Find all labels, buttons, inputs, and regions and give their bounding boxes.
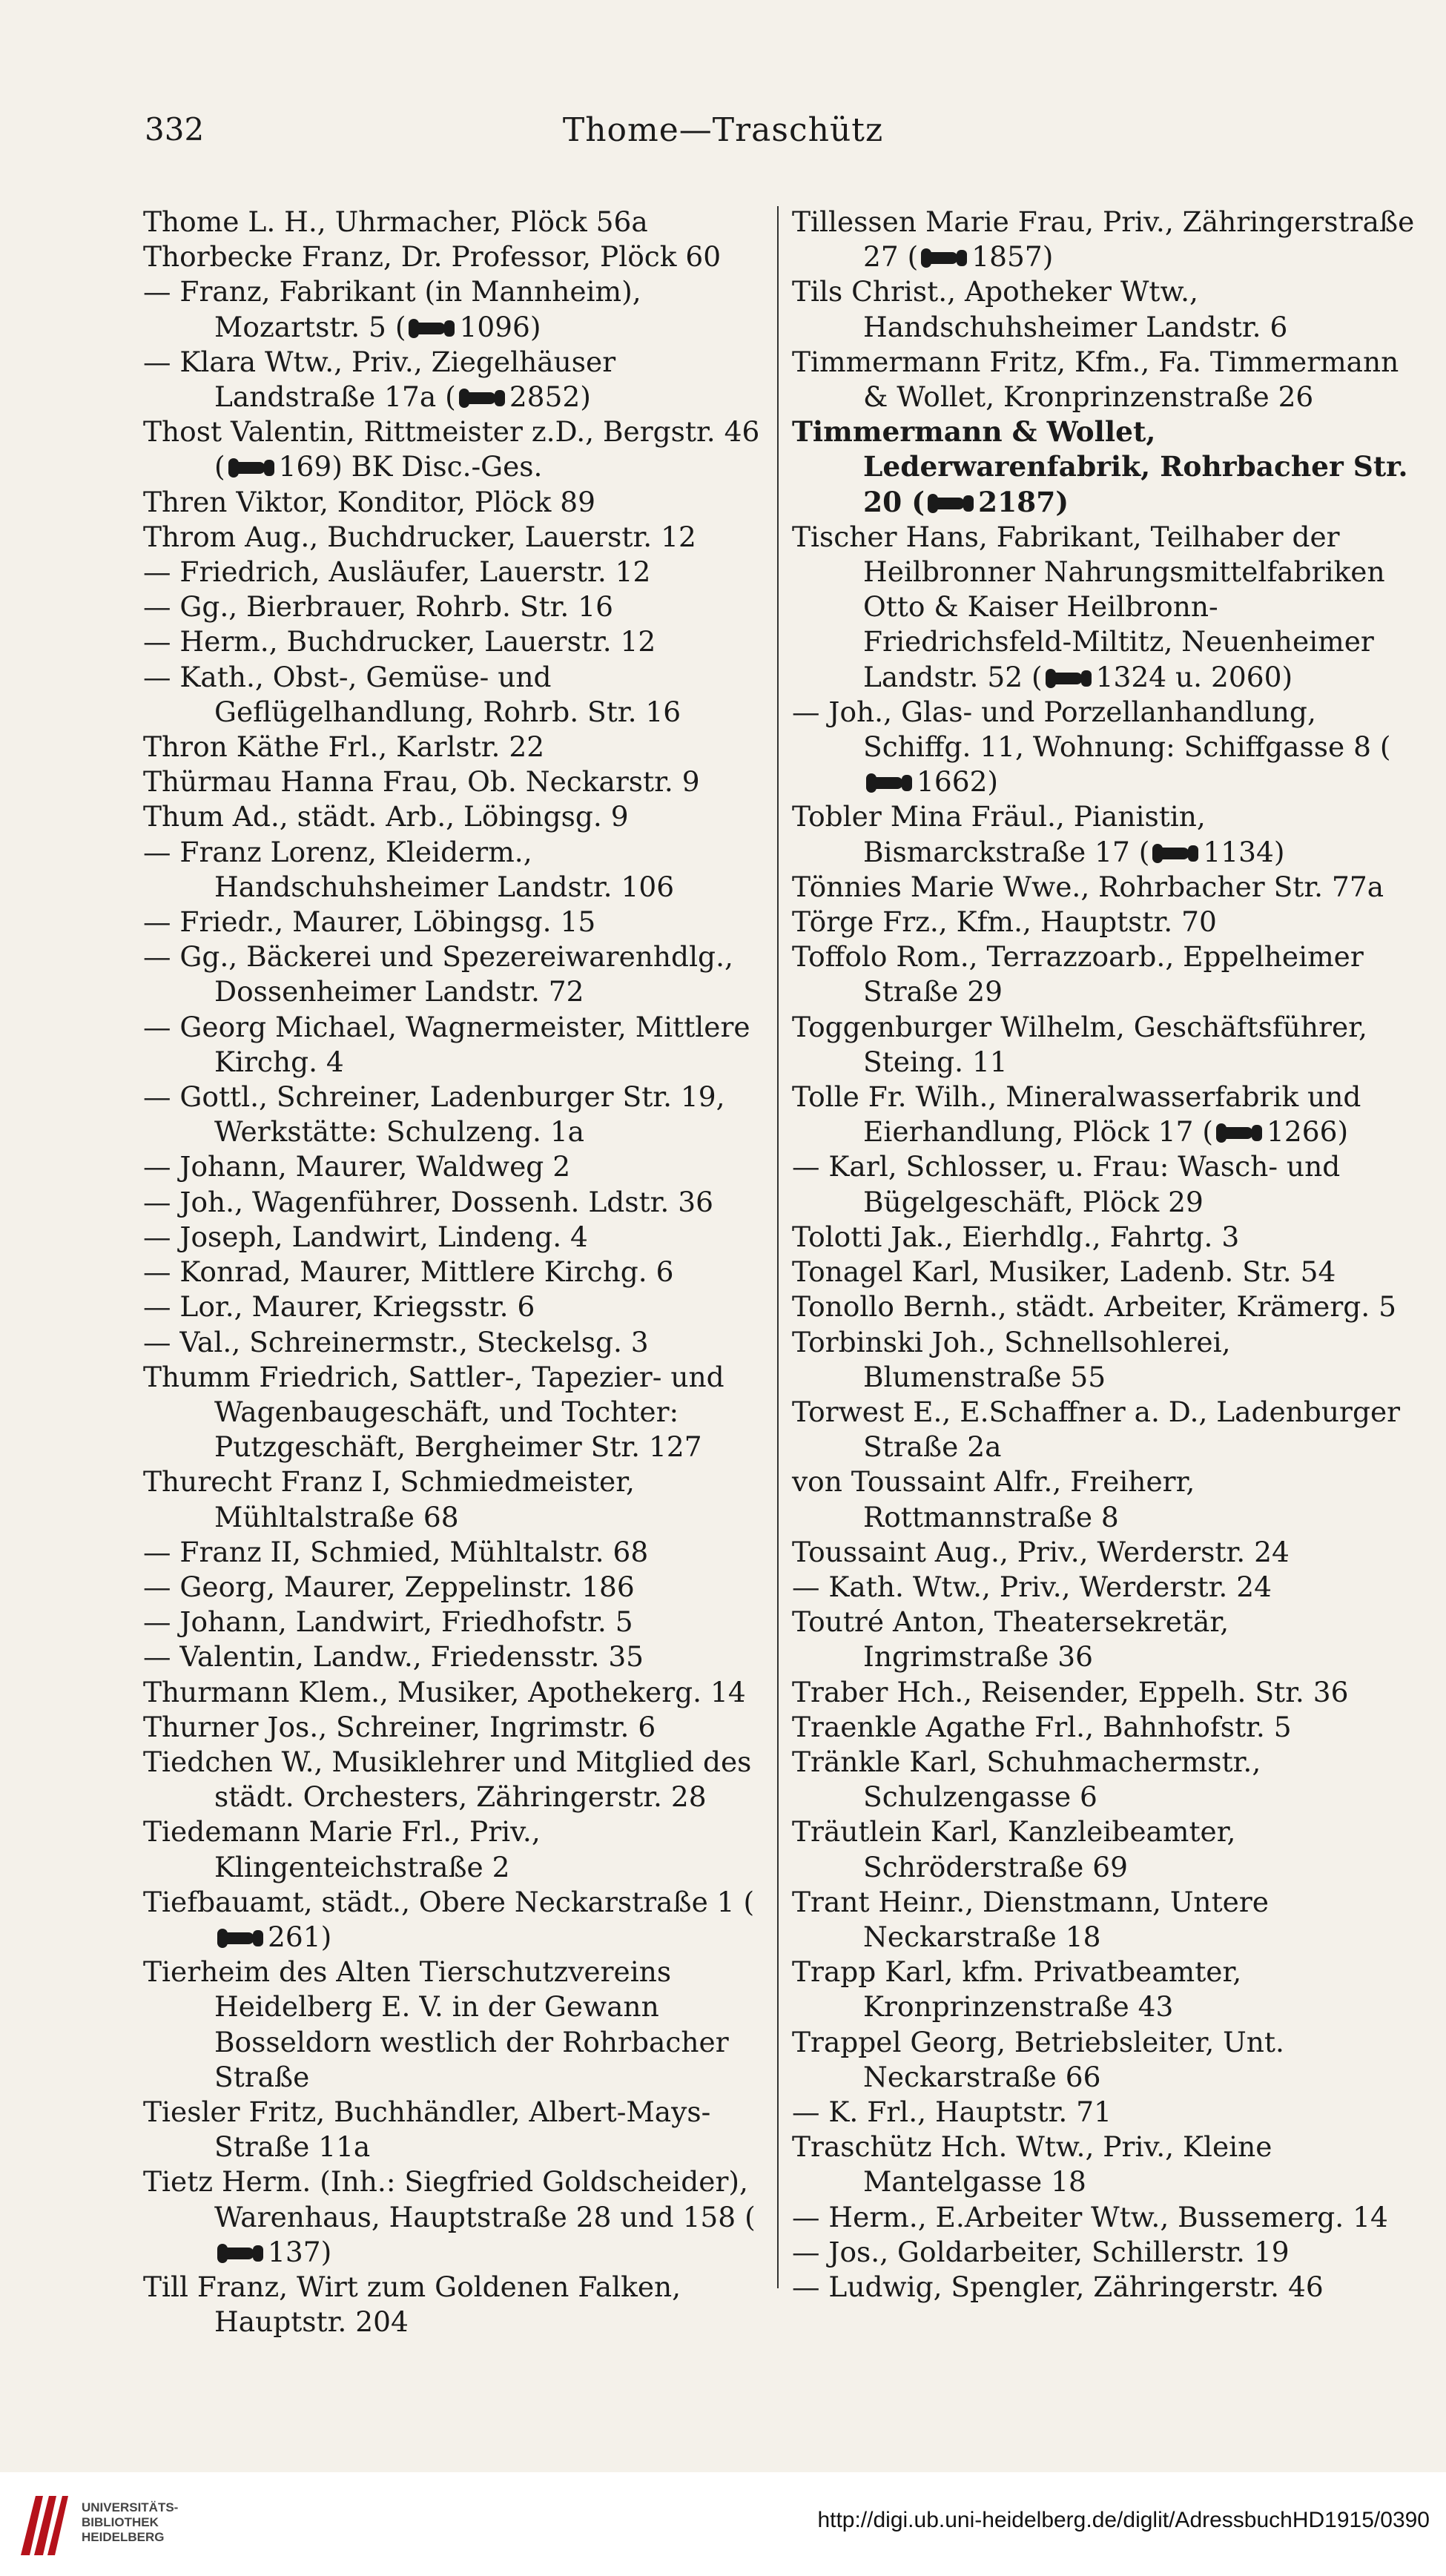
entry-text: Tolotti Jak., Eierhdlg., Fahrtg. 3 (792, 1220, 1240, 1253)
directory-entry (792, 274, 1422, 344)
directory-entry (143, 730, 773, 764)
directory-entry (143, 1220, 773, 1255)
directory-entry (143, 1955, 773, 2095)
entry-text: — Kath. Wtw., Priv., Werderstr. 24 (792, 1570, 1272, 1603)
telephone-icon (921, 248, 967, 268)
entry-text: Thurecht Franz I, Schmiedmeister, Mühltalstraße 68 (143, 1465, 635, 1533)
directory-entry (143, 1149, 773, 1184)
directory-entry (792, 2025, 1422, 2095)
directory-entry (792, 1675, 1422, 1710)
telephone-number: 169) BK Disc.-Ges. (278, 450, 543, 483)
directory-entry (143, 660, 773, 730)
entry-text: Träutlein Karl, Kanzleibeamter, Schröderstraße 69 (792, 1815, 1236, 1883)
telephone-icon (228, 458, 274, 478)
telephone-number: 2852) (509, 380, 591, 414)
entry-text: Tietz Herm. (Inh.: Siegfried Goldscheider), Warenhaus, Hauptstraße 28 und 158 ( (143, 2165, 756, 2233)
directory-entry (143, 624, 773, 659)
directory-entry (143, 2270, 773, 2339)
directory-entry (143, 1010, 773, 1080)
telephone-number: 1324 u. 2060) (1095, 660, 1293, 693)
entry-text: — Lor., Maurer, Kriegsstr. 6 (143, 1290, 535, 1324)
directory-entry (143, 764, 773, 799)
entry-text: Tillessen Marie Frau, Priv., Zähringerstraße 27 ( (792, 205, 1415, 274)
directory-entry (792, 2130, 1422, 2199)
entry-text: Traenkle Agathe Frl., Bahnhofstr. 5 (792, 1710, 1292, 1743)
directory-entry (143, 485, 773, 520)
directory-entry (792, 1395, 1422, 1464)
directory-entry (143, 1464, 773, 1534)
entry-text: Törge Frz., Kfm., Hauptstr. 70 (792, 905, 1217, 939)
entry-text: Torwest E., E.Schaffner a. D., Ladenburger Straße 2a (792, 1395, 1401, 1464)
running-head: Thome—Traschütz (562, 111, 884, 149)
entry-text: — Friedrich, Ausläufer, Lauerstr. 12 (143, 555, 651, 589)
directory-entry (143, 274, 773, 344)
entry-text: Tiesler Fritz, Buchhändler, Albert-Mays-Straße 11a (143, 2095, 711, 2164)
telephone-number: 1096) (459, 310, 541, 343)
directory-entry (143, 1675, 773, 1710)
telephone-number: 261) (268, 1920, 332, 1953)
telephone-number: 1134) (1203, 835, 1285, 868)
university-seal-icon (13, 2489, 71, 2563)
directory-entry (143, 799, 773, 834)
directory-entry (792, 870, 1422, 905)
entry-text: — Kath., Obst-, Gemüse- und Geflügelhandlung, Rohrb. Str. 16 (143, 660, 681, 728)
entry-text: — Klara Wtw., Priv., Ziegelhäuser Landstraße 17a ( (143, 345, 616, 414)
telephone-icon (459, 389, 505, 408)
directory-entry (792, 2200, 1422, 2235)
directory-entry (792, 1325, 1422, 1395)
directory-entry (792, 2235, 1422, 2270)
directory-entry (143, 1814, 773, 1884)
entry-text: — Joseph, Landwirt, Lindeng. 4 (143, 1220, 588, 1253)
directory-entry (143, 415, 773, 484)
entry-text: — Franz II, Schmied, Mühltalstr. 68 (143, 1535, 649, 1568)
entry-text: — Joh., Wagenführer, Dossenh. Ldstr. 36 (143, 1185, 713, 1218)
directory-entry (792, 1289, 1422, 1324)
entry-text: — Herm., Buchdrucker, Lauerstr. 12 (143, 625, 656, 658)
library-name-line: UNIVERSITÄTS- (82, 2500, 179, 2514)
entry-text: — Friedr., Maurer, Löbingsg. 15 (143, 905, 596, 939)
directory-entry (143, 905, 773, 939)
directory-entry (792, 1255, 1422, 1289)
directory-entry (792, 1570, 1422, 1605)
directory-entry (792, 1955, 1422, 2024)
telephone-number: 2187) (977, 485, 1069, 518)
entry-text: Toggenburger Wilhelm, Geschäftsführer, Steing. 11 (792, 1010, 1367, 1078)
entry-text: Thum Ad., städt. Arb., Löbingsg. 9 (143, 800, 629, 833)
directory-entry (143, 939, 773, 1009)
entry-text: Thurmann Klem., Musiker, Apothekerg. 14 (143, 1675, 746, 1708)
directory-entry (143, 1639, 773, 1674)
directory-entry (792, 1710, 1422, 1745)
entry-text: Thürmau Hanna Frau, Ob. Neckarstr. 9 (143, 765, 700, 799)
page-number: 332 (145, 111, 205, 148)
entry-text: Toussaint Aug., Priv., Werderstr. 24 (792, 1535, 1290, 1568)
directory-entry (143, 520, 773, 555)
directory-entry (792, 1535, 1422, 1570)
entry-text: Thome L. H., Uhrmacher, Plöck 56a (143, 205, 648, 238)
entry-text: — Konrad, Maurer, Mittlere Kirchg. 6 (143, 1255, 674, 1289)
entry-text: Tonagel Karl, Musiker, Ladenb. Str. 54 (792, 1255, 1336, 1289)
entry-text: Timmermann & Wollet, Lederwarenfabrik, Rohrbacher Str. 20 ( (792, 415, 1408, 518)
entry-text: Tobler Mina Fräul., Pianistin, Bismarckstraße 17 ( (792, 800, 1206, 868)
directory-entry (143, 345, 773, 415)
directory-entry (143, 240, 773, 274)
entry-text: Thurner Jos., Schreiner, Ingrimstr. 6 (143, 1710, 656, 1743)
entry-text: — Valentin, Landw., Friedensstr. 35 (143, 1640, 644, 1674)
entry-text: — K. Frl., Hauptstr. 71 (792, 2095, 1112, 2128)
entry-text: — Ludwig, Spengler, Zähringerstr. 46 (792, 2270, 1324, 2303)
entry-text: Torbinski Joh., Schnellsohlerei, Blumenstraße 55 (792, 1325, 1231, 1393)
telephone-number: 1857) (971, 240, 1054, 274)
right-column (792, 205, 1422, 2305)
library-name-line: BIBLIOTHEK (82, 2515, 159, 2529)
column-divider (777, 206, 779, 2288)
directory-entry (143, 1745, 773, 1814)
telephone-icon (928, 494, 974, 513)
directory-entry (792, 345, 1422, 415)
entry-text: Throm Aug., Buchdrucker, Lauerstr. 12 (143, 520, 696, 553)
directory-entry (143, 1885, 773, 1955)
directory-entry (792, 1745, 1422, 1814)
entry-text: Thron Käthe Frl., Karlstr. 22 (143, 730, 545, 764)
directory-entry (143, 2095, 773, 2164)
directory-entry (143, 1325, 773, 1360)
entry-text: Tierheim des Alten Tierschutzvereins Heidelberg E. V. in der Gewann Bosseldorn westlich der Rohrbacher Straße (143, 1955, 729, 2093)
entry-text: Tränkle Karl, Schuhmachermstr., Schulzengasse 6 (792, 1745, 1261, 1814)
entry-text: Tiefbauamt, städt., Obere Neckarstraße 1 ( (143, 1885, 755, 1918)
entry-text: Traber Hch., Reisender, Eppelh. Str. 36 (792, 1675, 1349, 1708)
entry-text: — Jos., Goldarbeiter, Schillerstr. 19 (792, 2235, 1290, 2268)
directory-entry (143, 1185, 773, 1220)
directory-entry (143, 1255, 773, 1289)
entry-text: — Johann, Landwirt, Friedhofstr. 5 (143, 1605, 633, 1639)
directory-entry (792, 1010, 1422, 1080)
directory-entry (792, 2270, 1422, 2305)
entry-text: Thren Viktor, Konditor, Plöck 89 (143, 485, 595, 518)
entry-text: Thost Valentin, Rittmeister z.D., Bergstr. 46 ( (143, 415, 760, 483)
page-header (145, 111, 1301, 156)
entry-text: — Georg, Maurer, Zeppelinstr. 186 (143, 1570, 635, 1603)
directory-entry (143, 1535, 773, 1570)
telephone-icon (866, 773, 912, 793)
entry-text: Tiedchen W., Musiklehrer und Mitglied des städt. Orchesters, Zähringerstr. 28 (143, 1745, 752, 1814)
directory-entry (143, 1605, 773, 1639)
directory-entry (792, 1220, 1422, 1255)
entry-text: Timmermann Fritz, Kfm., Fa. Timmermann & Wollet, Kronprinzenstraße 26 (792, 345, 1399, 414)
entry-text: — Georg Michael, Wagnermeister, Mittlere Kirchg. 4 (143, 1010, 750, 1078)
directory-entry (792, 1814, 1422, 1884)
directory-entry (143, 1570, 773, 1605)
entry-text: Thumm Friedrich, Sattler-, Tapezier- und Wagenbaugeschäft, und Tochter: Putzgeschäft, Bergheimer Str. 127 (143, 1360, 724, 1464)
directory-entry (792, 1149, 1422, 1219)
entry-text: — Gg., Bäckerei und Spezereiwarenhdlg., Dossenheimer Landstr. 72 (143, 940, 733, 1008)
directory-entry (792, 939, 1422, 1009)
directory-entry (143, 589, 773, 624)
entry-text: Tils Christ., Apotheker Wtw., Handschuhsheimer Landstr. 6 (792, 275, 1288, 343)
directory-entry (143, 1360, 773, 1465)
entry-text: Trant Heinr., Dienstmann, Untere Neckarstraße 18 (792, 1885, 1269, 1953)
directory-entry (143, 2164, 773, 2270)
directory-entry (143, 205, 773, 240)
directory-entry (143, 555, 773, 589)
telephone-icon (217, 1929, 263, 1948)
directory-entry (792, 520, 1422, 695)
telephone-icon (409, 319, 455, 338)
directory-entry (143, 835, 773, 905)
entry-text: Tiedemann Marie Frl., Priv., Klingenteichstraße 2 (143, 1815, 541, 1883)
directory-entry (792, 905, 1422, 939)
entry-text: Tönnies Marie Wwe., Rohrbacher Str. 77a (792, 870, 1384, 903)
directory-entry (792, 205, 1422, 274)
entry-text: — Val., Schreinermstr., Steckelsg. 3 (143, 1325, 649, 1358)
library-name-line: HEIDELBERG (82, 2530, 165, 2544)
entry-text: — Karl, Schlosser, u. Frau: Wasch- und Bügelgeschäft, Plöck 29 (792, 1150, 1341, 1218)
footer-bar (0, 2472, 1446, 2576)
telephone-icon (1216, 1123, 1262, 1143)
directory-entry (792, 799, 1422, 869)
directory-entry (143, 1080, 773, 1149)
entry-text: Toffolo Rom., Terrazzoarb., Eppelheimer Straße 29 (792, 940, 1364, 1008)
telephone-number: 1266) (1267, 1115, 1349, 1149)
entry-text: von Toussaint Alfr., Freiherr, Rottmannstraße 8 (792, 1465, 1195, 1533)
entry-text: Toutré Anton, Theatersekretär, Ingrimstraße 36 (792, 1605, 1229, 1674)
directory-entry (792, 695, 1422, 800)
entry-text: Tischer Hans, Fabrikant, Teilhaber der Heilbronner Nahrungsmittelfabriken Otto & Kaiser Heilbronn-Friedrichsfeld-Miltitz, Neuenheimer Landstr. 52 ( (792, 520, 1385, 693)
entry-text: — Gottl., Schreiner, Ladenburger Str. 19, Werkstätte: Schulzeng. 1a (143, 1080, 725, 1149)
directory-entry (792, 1080, 1422, 1149)
entry-text: Tolle Fr. Wilh., Mineralwasserfabrik und Eierhandlung, Plöck 17 ( (792, 1080, 1361, 1149)
entry-text: — Gg., Bierbrauer, Rohrb. Str. 16 (143, 590, 613, 624)
left-column (143, 205, 773, 2339)
entry-text: Till Franz, Wirt zum Goldenen Falken, Hauptstr. 204 (143, 2270, 681, 2339)
telephone-number: 1662) (917, 765, 999, 799)
entry-text: Trappel Georg, Betriebsleiter, Unt. Neckarstraße 66 (792, 2025, 1284, 2093)
entry-text: Thorbecke Franz, Dr. Professor, Plöck 60 (143, 240, 722, 274)
entry-text: Traschütz Hch. Wtw., Priv., Kleine Mantelgasse 18 (792, 2130, 1272, 2199)
library-name (82, 2500, 178, 2545)
telephone-icon (1046, 669, 1092, 688)
entry-text: Tonollo Bernh., städt. Arbeiter, Krämerg. 5 (792, 1290, 1397, 1324)
entry-text: — Johann, Maurer, Waldweg 2 (143, 1150, 571, 1183)
entry-text: — Joh., Glas- und Porzellanhandlung, Schiffg. 11, Wohnung: Schiffgasse 8 ( (792, 695, 1391, 764)
telephone-icon (1152, 844, 1198, 863)
entry-text: — Franz, Fabrikant (in Mannheim), Mozartstr. 5 ( (143, 275, 641, 343)
directory-entry (792, 2095, 1422, 2130)
directory-entry (143, 1289, 773, 1324)
directory-entry (143, 1710, 773, 1745)
telephone-number: 137) (268, 2235, 332, 2268)
entry-text: — Franz Lorenz, Kleiderm., Handschuhsheimer Landstr. 106 (143, 835, 675, 903)
directory-entry (792, 1605, 1422, 1674)
source-url-link[interactable]: http://digi.ub.uni-heidelberg.de/diglit/AdressbuchHD1915/0390 (817, 2508, 1430, 2532)
directory-entry (792, 1464, 1422, 1534)
directory-entry (792, 415, 1422, 520)
entry-text: Trapp Karl, kfm. Privatbeamter, Kronprinzenstraße 43 (792, 1955, 1242, 2024)
telephone-icon (217, 2244, 263, 2263)
directory-entry (792, 1885, 1422, 1955)
entry-text: — Herm., E.Arbeiter Wtw., Bussemerg. 14 (792, 2200, 1388, 2233)
